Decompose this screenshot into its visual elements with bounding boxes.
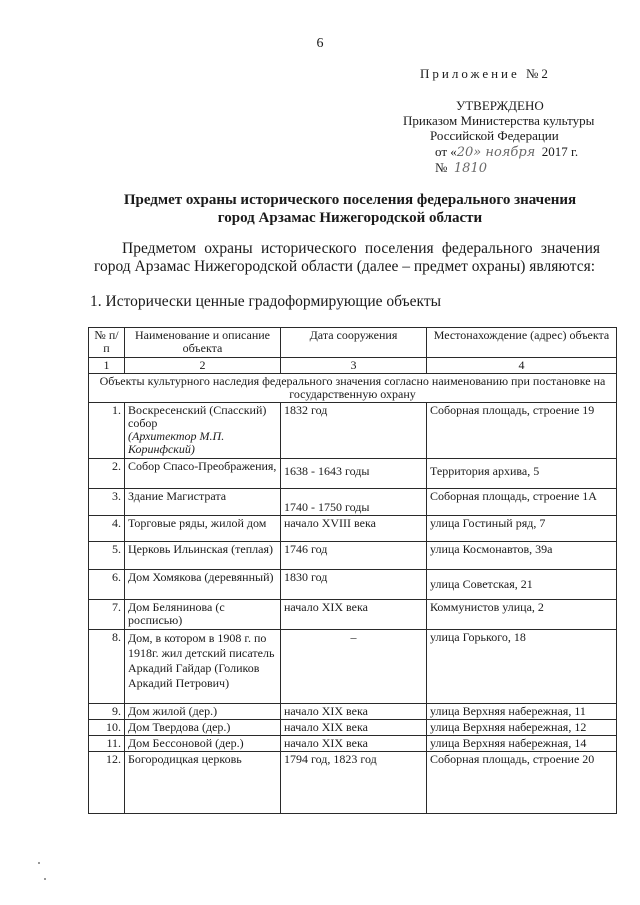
construction-date: 1794 год, 1823 год bbox=[281, 752, 427, 814]
table-row bbox=[89, 570, 617, 600]
construction-date: 1746 год bbox=[281, 542, 427, 570]
column-number: 2 bbox=[125, 358, 281, 374]
construction-date: начало XIX века bbox=[281, 720, 427, 736]
object-address: улица Верхняя набережная, 11 bbox=[427, 704, 617, 720]
object-name: Дом Твердова (дер.) bbox=[125, 720, 281, 736]
object-address: улица Верхняя набережная, 14 bbox=[427, 736, 617, 752]
object-name-text: Воскресенский (Спасский) собор bbox=[128, 403, 267, 430]
object-address: Соборная площадь, строение 19 bbox=[427, 403, 617, 459]
object-address: улица Верхняя набережная, 12 bbox=[427, 720, 617, 736]
approval-order-line: Приказом Министерства культуры bbox=[403, 113, 595, 128]
object-address: улица Горького, 18 bbox=[427, 630, 617, 704]
object-name: Дом жилой (дер.) bbox=[125, 704, 281, 720]
table-row bbox=[89, 489, 617, 516]
document-title bbox=[60, 191, 640, 227]
title-line-2: город Арзамас Нижегородской области bbox=[217, 210, 483, 226]
object-address: Территория архива, 5 bbox=[427, 459, 617, 489]
table-row bbox=[89, 704, 617, 720]
header-address: Местонахождение (адрес) объекта bbox=[427, 328, 617, 358]
object-name: Дом Бессоновой (дер.) bbox=[125, 736, 281, 752]
date-year: 2017 г. bbox=[541, 144, 579, 159]
handwritten-number: 1810 bbox=[453, 161, 487, 176]
object-name bbox=[125, 403, 281, 459]
object-address: Коммунистов улица, 2 bbox=[427, 600, 617, 630]
table-row bbox=[89, 542, 617, 570]
object-name: Дом Белянинова (с росписью) bbox=[125, 600, 281, 630]
table-row bbox=[89, 720, 617, 736]
approval-stamp-heading: УТВЕРЖДЕНО bbox=[456, 98, 544, 113]
approval-org-line: Российской Федерации bbox=[430, 128, 559, 143]
construction-date: начало XIX века bbox=[281, 704, 427, 720]
column-number-row bbox=[89, 358, 617, 374]
approval-number-line bbox=[435, 160, 487, 176]
object-name: Здание Магистрата bbox=[125, 489, 281, 516]
header-name: Наименование и описание объекта bbox=[125, 328, 281, 358]
table-row bbox=[89, 459, 617, 489]
row-number: 6. bbox=[89, 570, 125, 600]
row-number: 5. bbox=[89, 542, 125, 570]
row-number: 3. bbox=[89, 489, 125, 516]
scan-speck bbox=[38, 862, 40, 864]
construction-date: начало XIX века bbox=[281, 736, 427, 752]
construction-date: 1638 - 1643 годы bbox=[281, 459, 427, 489]
object-name: Церковь Ильинская (теплая) bbox=[125, 542, 281, 570]
section-heading: 1. Исторически ценные градоформирующие объекты bbox=[90, 293, 442, 310]
object-address: Соборная площадь, строение 20 bbox=[427, 752, 617, 814]
row-number: 12. bbox=[89, 752, 125, 814]
title-line-1: Предмет охраны исторического поселения федерального значения bbox=[123, 192, 577, 208]
objects-table bbox=[88, 327, 617, 814]
construction-date: начало XIX века bbox=[281, 600, 427, 630]
object-name: Собор Спасо-Преображения, bbox=[125, 459, 281, 489]
number-prefix: № bbox=[435, 160, 448, 175]
column-number: 3 bbox=[281, 358, 427, 374]
row-number: 11. bbox=[89, 736, 125, 752]
table-row bbox=[89, 752, 617, 814]
table-row bbox=[89, 600, 617, 630]
approval-date-line bbox=[435, 144, 578, 160]
object-address: улица Гостиный ряд, 7 bbox=[427, 516, 617, 542]
intro-paragraph bbox=[94, 240, 600, 276]
header-number: № п/п bbox=[89, 328, 125, 358]
object-address: Соборная площадь, строение 1А bbox=[427, 489, 617, 516]
intro-text: Предметом охраны исторического поселения федерального значения город Арзамас Нижегородской области (далее – предмет охраны) являются: bbox=[94, 240, 600, 275]
row-number: 7. bbox=[89, 600, 125, 630]
header-date: Дата сооружения bbox=[281, 328, 427, 358]
object-name: Дом Хомякова (деревянный) bbox=[125, 570, 281, 600]
table-row bbox=[89, 403, 617, 459]
group-heading: Объекты культурного наследия федерального значения согласно наименованию при постановке на государственную охрану bbox=[89, 374, 617, 403]
handwritten-date: 20» ноября bbox=[456, 145, 536, 160]
scan-speck bbox=[44, 878, 46, 880]
construction-date: 1740 - 1750 годы bbox=[281, 489, 427, 516]
object-name: Богородицкая церковь bbox=[125, 752, 281, 814]
group-heading-row bbox=[89, 374, 617, 403]
row-number: 9. bbox=[89, 704, 125, 720]
row-number: 8. bbox=[89, 630, 125, 704]
table-row bbox=[89, 736, 617, 752]
column-number: 1 bbox=[89, 358, 125, 374]
table-header-row bbox=[89, 328, 617, 358]
appendix-label: Приложение №2 bbox=[420, 66, 551, 81]
date-prefix: от « bbox=[435, 144, 457, 159]
row-number: 4. bbox=[89, 516, 125, 542]
construction-date: 1832 год bbox=[281, 403, 427, 459]
architect-note: (Архитектор М.П. Коринфский) bbox=[128, 429, 225, 456]
row-number: 10. bbox=[89, 720, 125, 736]
object-address: улица Космонавтов, 39а bbox=[427, 542, 617, 570]
row-number: 1. bbox=[89, 403, 125, 459]
object-address: улица Советская, 21 bbox=[427, 570, 617, 600]
construction-date: – bbox=[281, 630, 427, 704]
table-row bbox=[89, 630, 617, 704]
column-number: 4 bbox=[427, 358, 617, 374]
object-name: Дом, в котором в 1908 г. по 1918г. жил детский писатель Аркадий Гайдар (Голиков Аркадий Петрович) bbox=[125, 630, 281, 704]
construction-date: 1830 год bbox=[281, 570, 427, 600]
object-name: Торговые ряды, жилой дом bbox=[125, 516, 281, 542]
table-row bbox=[89, 516, 617, 542]
row-number: 2. bbox=[89, 459, 125, 489]
construction-date: начало XVIII века bbox=[281, 516, 427, 542]
page-number: 6 bbox=[316, 36, 324, 51]
